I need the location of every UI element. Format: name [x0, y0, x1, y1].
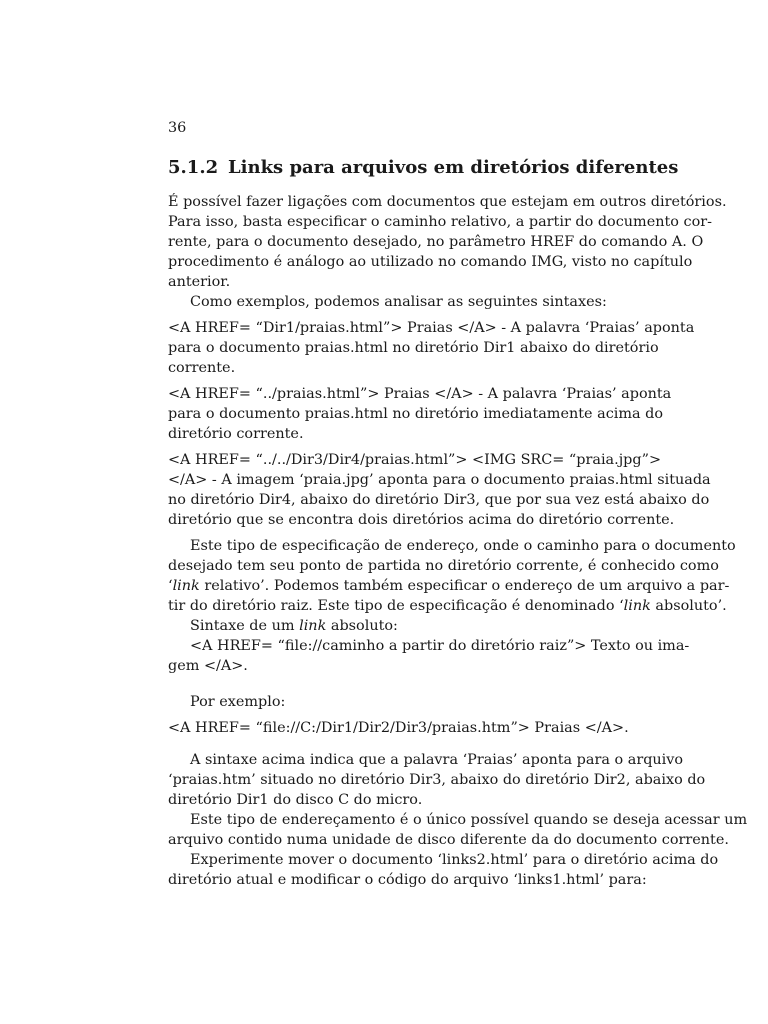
section-title: Links para arquivos em diretórios diferentes: [228, 157, 679, 178]
page-number: 36: [168, 120, 187, 136]
link-term: link: [299, 618, 327, 634]
example-line: para o documento praias.html no diretório imediatamente acima do: [168, 406, 664, 422]
example-line: para o documento praias.html no diretório Dir1 abaixo do diretório: [168, 340, 659, 356]
section-heading: [168, 157, 678, 178]
example-line: no diretório Dir4, abaixo do diretório Dir3, que por sua vez está abaixo do: [168, 492, 710, 508]
paragraph-line: É possível fazer ligações com documentos que estejam em outros diretórios.: [168, 194, 727, 210]
link-term: link: [623, 598, 651, 614]
example-line: <A HREF= “../../Dir3/Dir4/praias.html”> <IMG SRC= “praia.jpg”>: [168, 452, 661, 468]
example-line: </A> - A imagem ‘praia.jpg’ aponta para o documento praias.html situada: [168, 472, 711, 488]
example-line: diretório que se encontra dois diretórios acima do diretório corrente.: [168, 512, 675, 528]
example-line: corrente.: [168, 360, 236, 376]
section-number: 5.1.2: [168, 157, 219, 178]
paragraph-line: tir do diretório raiz. Este tipo de especificação é denominado ‘link absoluto’.: [168, 598, 727, 614]
paragraph-line: ‘praias.htm’ situado no diretório Dir3, abaixo do diretório Dir2, abaixo do: [168, 772, 706, 788]
paragraph-line: desejado tem seu ponto de partida no diretório corrente, é conhecido como: [168, 558, 719, 574]
paragraph-line: Este tipo de endereçamento é o único possível quando se deseja acessar um: [190, 812, 748, 828]
example-line: diretório corrente.: [168, 426, 304, 442]
paragraph-line: Para isso, basta especificar o caminho relativo, a partir do documento cor-: [168, 214, 712, 230]
example-line: <A HREF= “Dir1/praias.html”> Praias </A> - A palavra ‘Praias’ aponta: [168, 320, 695, 336]
paragraph-line: anterior.: [168, 274, 231, 290]
paragraph-line: Sintaxe de um link absoluto:: [190, 618, 398, 634]
paragraph-line: Como exemplos, podemos analisar as seguintes sintaxes:: [190, 294, 607, 310]
paragraph-line: A sintaxe acima indica que a palavra ‘Praias’ aponta para o arquivo: [190, 752, 684, 768]
paragraph-line: ‘link relativo’. Podemos também especificar o endereço de um arquivo a par-: [168, 578, 730, 594]
paragraph-line: Experimente mover o documento ‘links2.html’ para o diretório acima do: [190, 852, 719, 868]
syntax-line: <A HREF= “file://caminho a partir do diretório raiz”> Texto ou ima-: [190, 638, 690, 654]
example-line: <A HREF= “../praias.html”> Praias </A> - A palavra ‘Praias’ aponta: [168, 386, 672, 402]
example-line: <A HREF= “file://C:/Dir1/Dir2/Dir3/praias.htm”> Praias </A>.: [168, 720, 629, 736]
paragraph-line: Por exemplo:: [190, 694, 286, 710]
syntax-line: gem </A>.: [168, 658, 248, 674]
paragraph-line: arquivo contido numa unidade de disco diferente da do documento corrente.: [168, 832, 729, 848]
paragraph-line: procedimento é análogo ao utilizado no comando IMG, visto no capítulo: [168, 254, 693, 270]
paragraph-line: diretório Dir1 do disco C do micro.: [168, 792, 423, 808]
paragraph-line: rente, para o documento desejado, no parâmetro HREF do comando A. O: [168, 234, 704, 250]
paragraph-line: diretório atual e modificar o código do arquivo ‘links1.html’ para:: [168, 872, 647, 888]
link-term: link: [172, 578, 200, 594]
paragraph-line: Este tipo de especificação de endereço, onde o caminho para o documento: [190, 538, 736, 554]
